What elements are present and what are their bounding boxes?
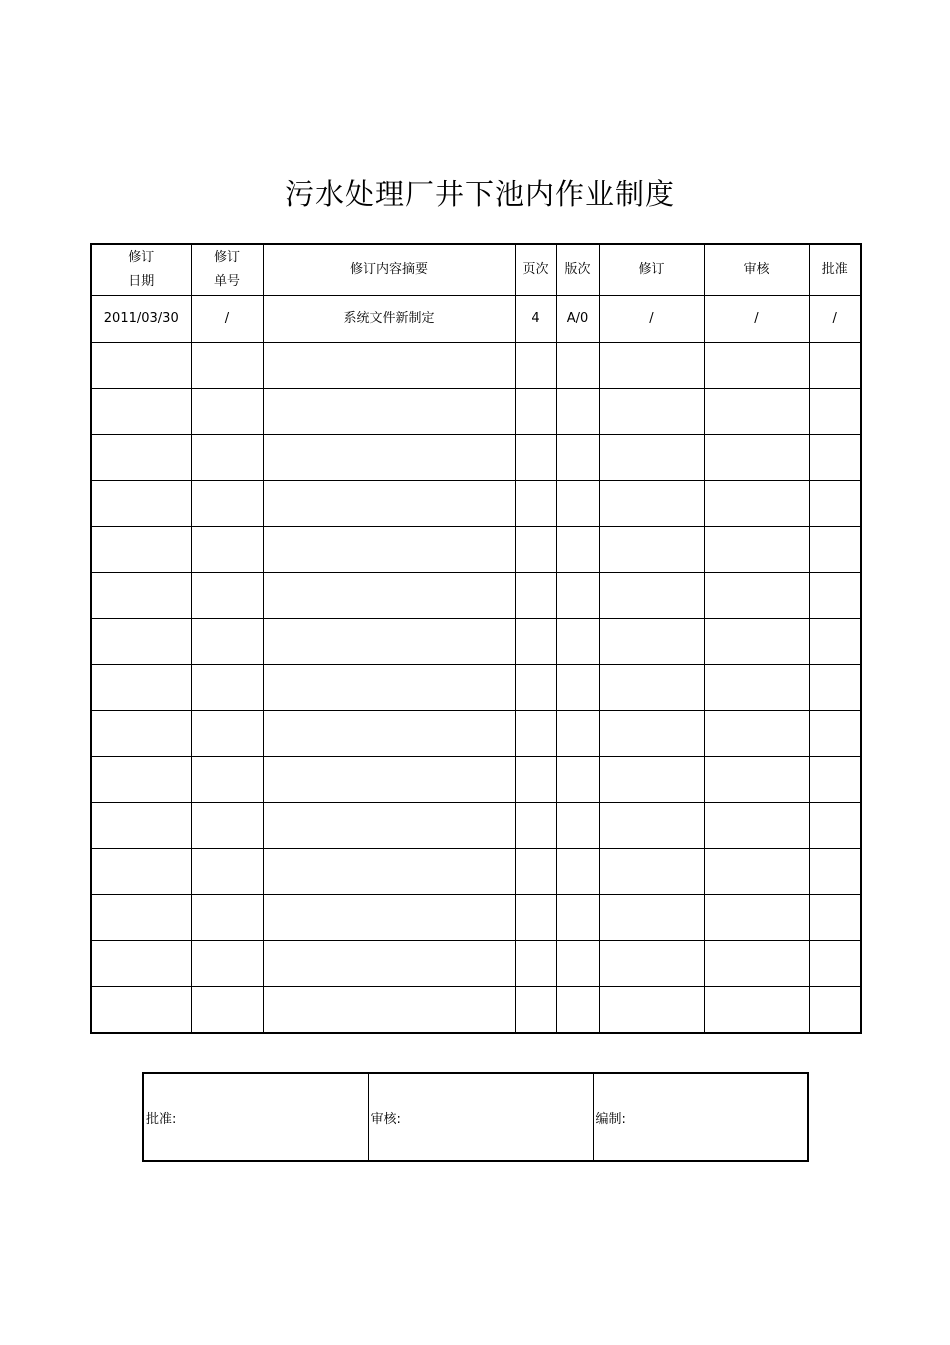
header-date-line2: 日期 (128, 274, 155, 289)
empty-cell (191, 527, 263, 573)
empty-cell (515, 389, 556, 435)
header-revision-order (191, 244, 263, 296)
empty-cell (91, 987, 191, 1034)
empty-cell (704, 895, 809, 941)
empty-cell (556, 389, 599, 435)
empty-cell (599, 895, 704, 941)
document-title: 污水处理厂井下池内作业制度 (284, 177, 675, 211)
table-row (91, 665, 861, 711)
empty-cell (556, 481, 599, 527)
approve-signature-cell[interactable]: 批准: (143, 1073, 368, 1161)
empty-cell (556, 343, 599, 389)
empty-cell (191, 803, 263, 849)
empty-cell (809, 941, 861, 987)
header-revised-by: 修订 (599, 244, 704, 296)
empty-cell (599, 527, 704, 573)
empty-cell (599, 757, 704, 803)
empty-cell (91, 711, 191, 757)
table-row (91, 987, 861, 1034)
empty-cell (91, 803, 191, 849)
header-approved-by: 批准 (809, 244, 861, 296)
empty-cell (515, 573, 556, 619)
header-row (91, 244, 861, 296)
empty-cell (191, 573, 263, 619)
header-date-line1: 修订 (128, 250, 155, 265)
empty-cell (599, 711, 704, 757)
table-row (91, 389, 861, 435)
empty-cell (263, 435, 515, 481)
compile-signature-cell[interactable]: 编制: (593, 1073, 808, 1161)
empty-cell (599, 481, 704, 527)
empty-cell (515, 665, 556, 711)
empty-cell (704, 941, 809, 987)
table-row (91, 296, 861, 343)
empty-cell (91, 481, 191, 527)
empty-cell (599, 619, 704, 665)
empty-cell (191, 895, 263, 941)
cell-revised-by: / (599, 296, 704, 343)
empty-cell (556, 711, 599, 757)
empty-cell (704, 527, 809, 573)
header-pages: 页次 (515, 244, 556, 296)
empty-cell (191, 849, 263, 895)
empty-cell (515, 619, 556, 665)
empty-cell (809, 757, 861, 803)
empty-cell (556, 941, 599, 987)
empty-cell (263, 527, 515, 573)
empty-cell (809, 573, 861, 619)
table-row (91, 757, 861, 803)
table-row (91, 527, 861, 573)
empty-cell (809, 987, 861, 1034)
empty-cell (263, 987, 515, 1034)
empty-cell (191, 389, 263, 435)
empty-cell (91, 665, 191, 711)
empty-cell (91, 895, 191, 941)
empty-cell (263, 941, 515, 987)
empty-cell (704, 711, 809, 757)
revision-table (90, 243, 862, 1034)
empty-cell (91, 435, 191, 481)
empty-cell (599, 389, 704, 435)
empty-cell (704, 757, 809, 803)
empty-cell (515, 343, 556, 389)
table-row (91, 343, 861, 389)
empty-cell (556, 527, 599, 573)
empty-cell (599, 343, 704, 389)
empty-cell (556, 987, 599, 1034)
empty-cell (191, 987, 263, 1034)
cell-approved-by: / (809, 296, 861, 343)
cell-order-no: / (191, 296, 263, 343)
empty-cell (809, 895, 861, 941)
empty-cell (809, 711, 861, 757)
empty-cell (91, 343, 191, 389)
cell-reviewed-by: / (704, 296, 809, 343)
table-row (91, 435, 861, 481)
empty-cell (515, 849, 556, 895)
empty-cell (599, 941, 704, 987)
empty-cell (191, 343, 263, 389)
empty-cell (263, 849, 515, 895)
cell-date: 2011/03/30 (91, 296, 191, 343)
empty-cell (704, 803, 809, 849)
empty-cell (515, 527, 556, 573)
empty-cell (515, 481, 556, 527)
empty-cell (704, 435, 809, 481)
empty-cell (263, 665, 515, 711)
empty-cell (809, 435, 861, 481)
empty-cell (191, 941, 263, 987)
empty-cell (515, 711, 556, 757)
empty-cell (191, 619, 263, 665)
empty-cell (599, 665, 704, 711)
empty-cell (809, 619, 861, 665)
empty-cell (556, 665, 599, 711)
empty-cell (91, 527, 191, 573)
empty-cell (263, 481, 515, 527)
empty-cell (704, 987, 809, 1034)
table-row (91, 941, 861, 987)
cell-pages: 4 (515, 296, 556, 343)
empty-cell (191, 757, 263, 803)
empty-cell (515, 757, 556, 803)
empty-cell (91, 619, 191, 665)
empty-cell (704, 573, 809, 619)
empty-cell (556, 573, 599, 619)
header-order-line1: 修订 (213, 250, 240, 265)
signature-row (143, 1073, 808, 1161)
empty-cell (599, 573, 704, 619)
table-row (91, 711, 861, 757)
empty-cell (263, 757, 515, 803)
empty-cell (704, 389, 809, 435)
empty-cell (263, 343, 515, 389)
empty-cell (599, 803, 704, 849)
empty-cell (599, 849, 704, 895)
empty-cell (263, 619, 515, 665)
empty-cell (556, 619, 599, 665)
empty-cell (91, 941, 191, 987)
empty-cell (191, 435, 263, 481)
empty-cell (809, 849, 861, 895)
header-reviewed-by: 审核 (704, 244, 809, 296)
table-row (91, 849, 861, 895)
empty-cell (556, 757, 599, 803)
empty-cell (91, 573, 191, 619)
empty-cell (515, 941, 556, 987)
empty-cell (809, 803, 861, 849)
empty-cell (515, 895, 556, 941)
header-version: 版次 (556, 244, 599, 296)
empty-cell (556, 849, 599, 895)
empty-cell (556, 803, 599, 849)
table-row (91, 803, 861, 849)
empty-cell (704, 619, 809, 665)
empty-cell (704, 665, 809, 711)
table-row (91, 619, 861, 665)
empty-cell (515, 987, 556, 1034)
empty-cell (263, 711, 515, 757)
empty-cell (809, 665, 861, 711)
cell-version: A/0 (556, 296, 599, 343)
table-row (91, 481, 861, 527)
table-row (91, 895, 861, 941)
empty-cell (263, 895, 515, 941)
blank-rows (91, 343, 861, 1034)
empty-cell (556, 895, 599, 941)
table-row (91, 573, 861, 619)
empty-cell (263, 573, 515, 619)
empty-cell (704, 849, 809, 895)
empty-cell (599, 987, 704, 1034)
empty-cell (263, 389, 515, 435)
empty-cell (704, 481, 809, 527)
empty-cell (263, 803, 515, 849)
empty-cell (91, 849, 191, 895)
empty-cell (191, 711, 263, 757)
empty-cell (191, 665, 263, 711)
empty-cell (599, 435, 704, 481)
empty-cell (515, 435, 556, 481)
empty-cell (809, 343, 861, 389)
signature-box (142, 1072, 809, 1162)
header-revision-date (91, 244, 191, 296)
empty-cell (809, 389, 861, 435)
empty-cell (809, 527, 861, 573)
empty-cell (191, 481, 263, 527)
empty-cell (556, 435, 599, 481)
empty-cell (704, 343, 809, 389)
empty-cell (91, 389, 191, 435)
empty-cell (809, 481, 861, 527)
empty-cell (515, 803, 556, 849)
review-signature-cell[interactable]: 审核: (368, 1073, 593, 1161)
empty-cell (91, 757, 191, 803)
header-summary: 修订内容摘要 (263, 244, 515, 296)
header-order-line2: 单号 (213, 274, 240, 289)
cell-summary: 系统文件新制定 (263, 296, 515, 343)
